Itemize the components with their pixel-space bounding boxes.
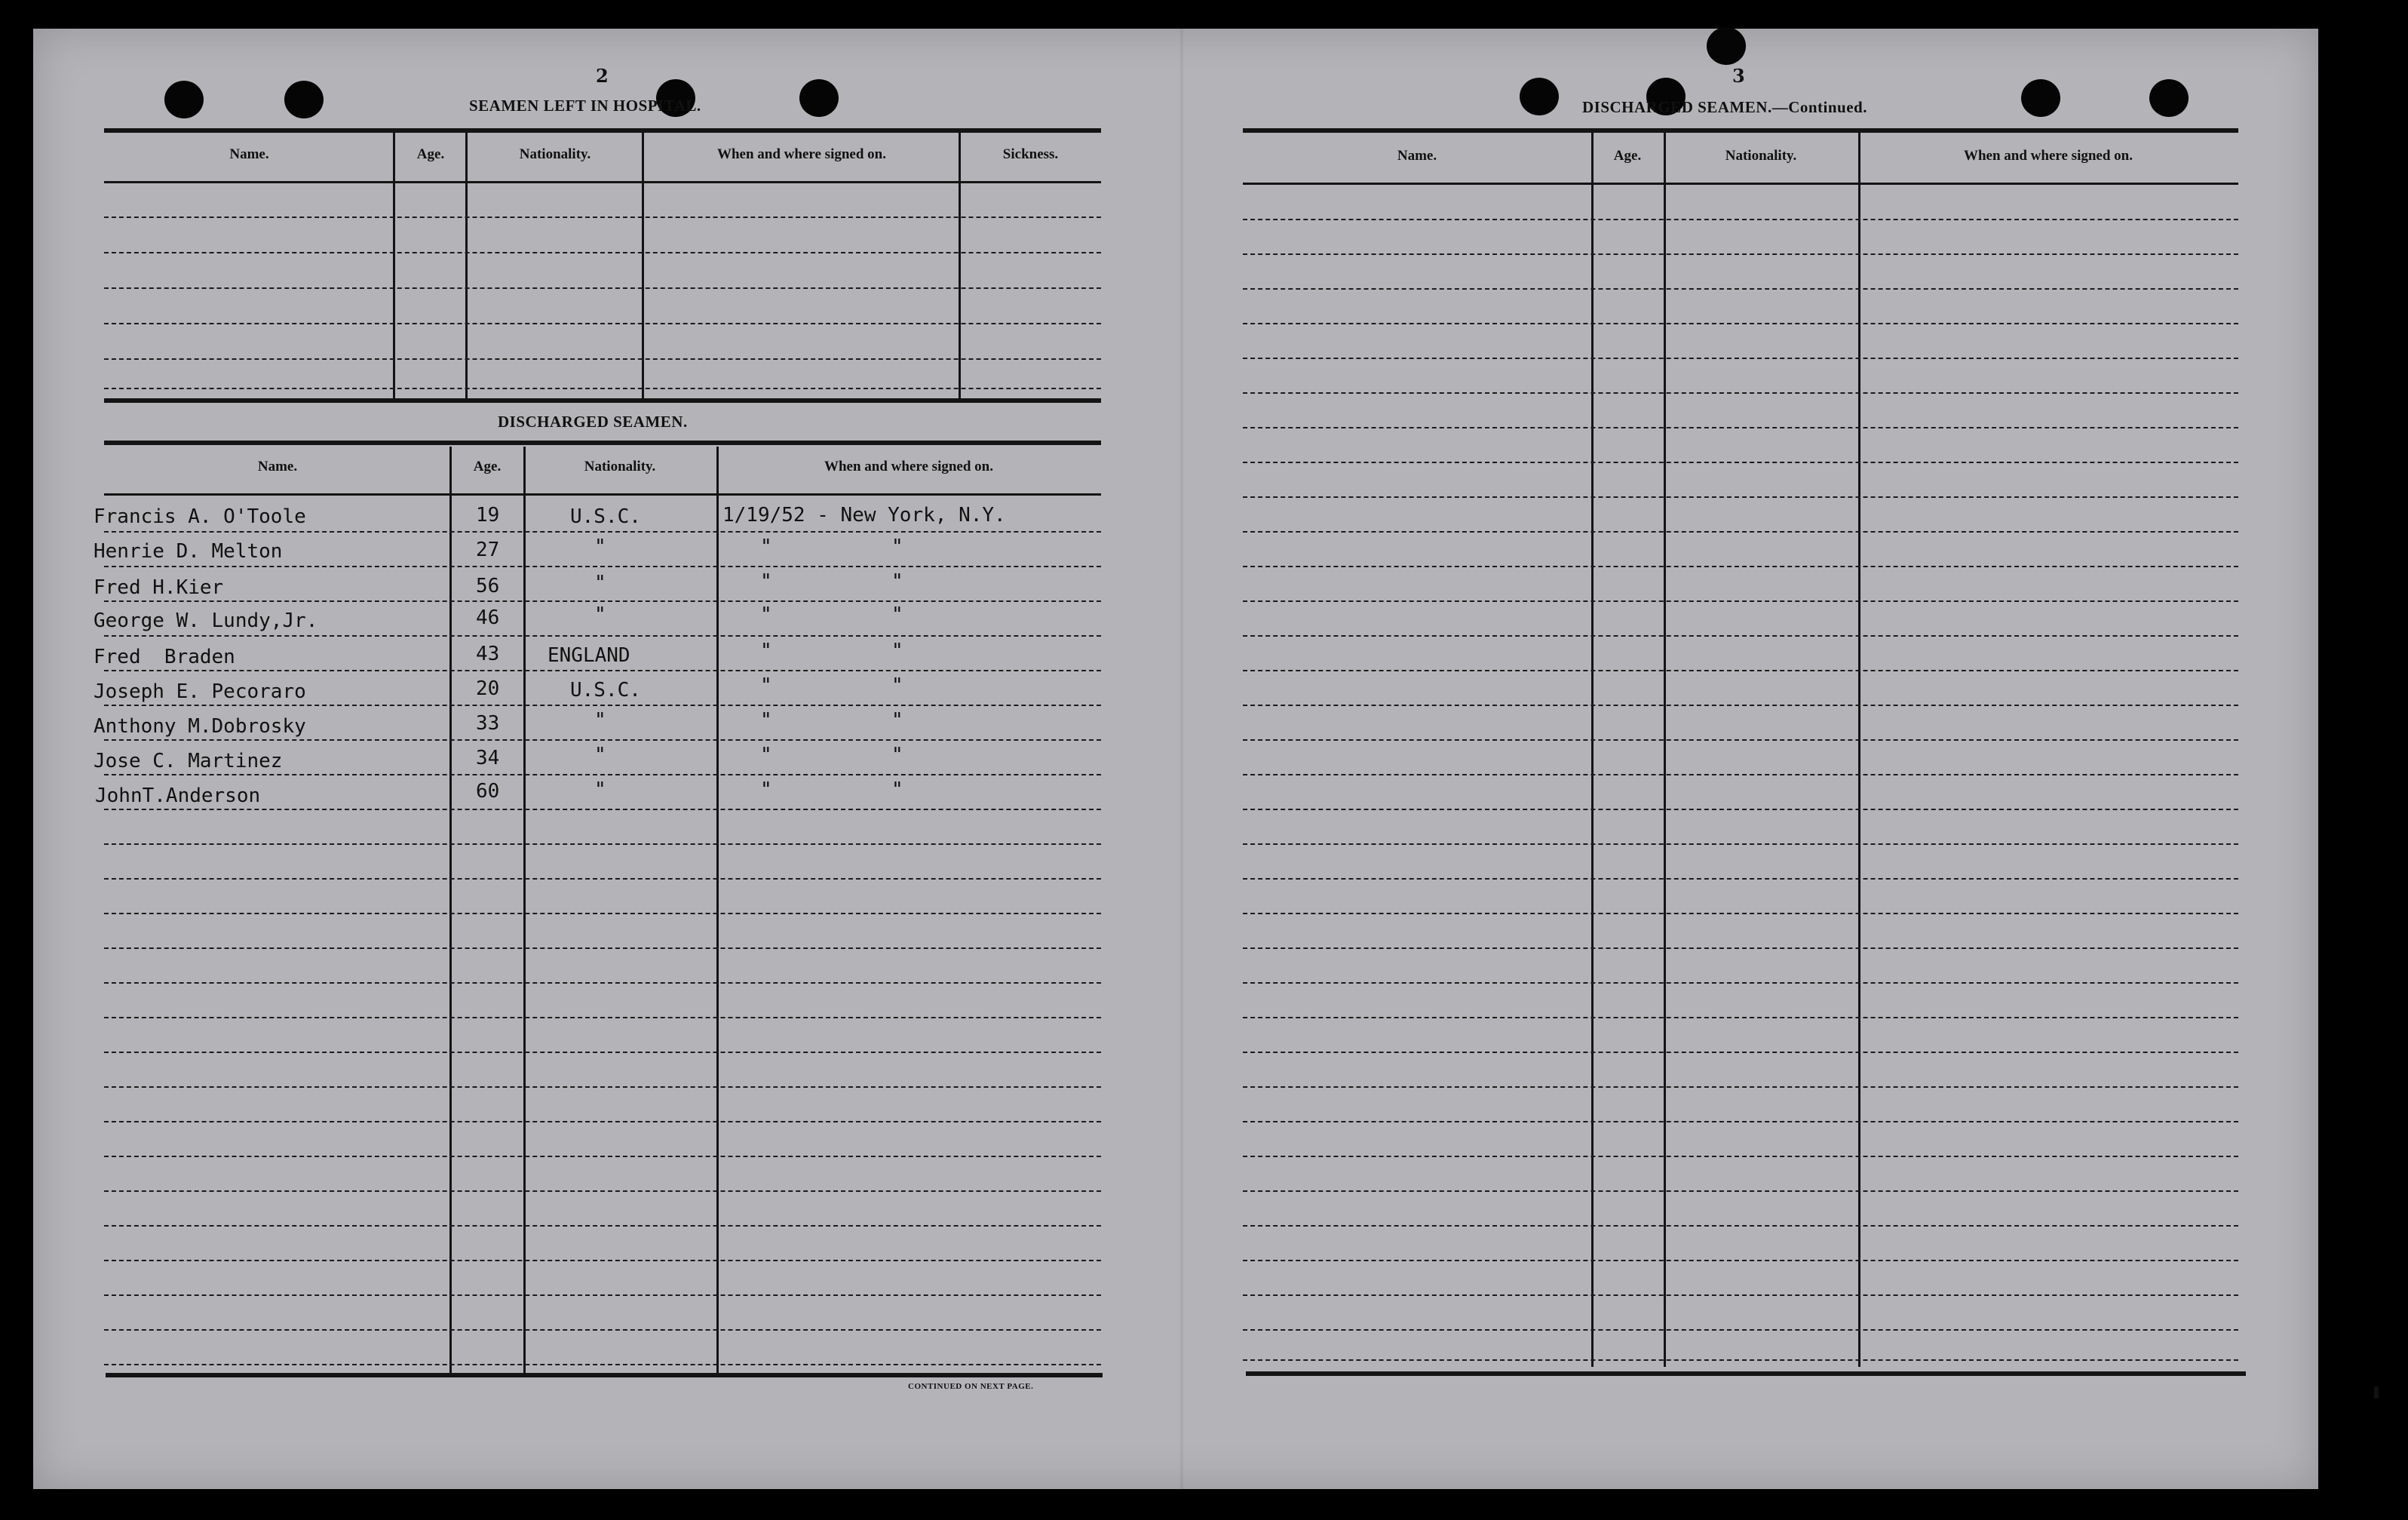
row-rule — [104, 913, 1101, 914]
col-age-header: Age. — [473, 459, 502, 474]
row-rule — [104, 1225, 1101, 1227]
row-rule — [104, 809, 1101, 810]
col-nationality-header: Nationality. — [519, 146, 591, 162]
row-rule — [104, 1086, 1101, 1088]
row-rule — [1243, 947, 2238, 949]
row-rule — [104, 1364, 1101, 1365]
punch-hole — [164, 81, 204, 118]
row-rule — [104, 982, 1101, 984]
seaman-name: JohnT.Anderson — [95, 785, 261, 807]
discharged-section-title: DISCHARGED SEAMEN. — [498, 413, 688, 431]
rule — [104, 493, 1101, 496]
signed-on-date-place: 1/19/52 - New York, N.Y. — [722, 504, 1006, 527]
rule — [106, 1373, 1103, 1377]
signed-on-place: " — [891, 778, 903, 801]
page-fold-crease — [1180, 29, 1183, 1489]
row-rule — [1243, 1052, 2238, 1053]
seaman-age: 56 — [476, 575, 500, 597]
column-divider — [393, 133, 395, 401]
rule — [104, 398, 1101, 403]
row-rule — [104, 878, 1101, 880]
signed-on-place: " — [891, 674, 903, 697]
row-rule — [1243, 878, 2238, 880]
seaman-nationality: " — [594, 572, 606, 594]
row-rule — [104, 216, 1101, 218]
signed-on-place: " — [891, 640, 903, 662]
signed-on-date: " — [760, 603, 772, 626]
rule — [104, 181, 1101, 183]
row-rule — [1243, 1017, 2238, 1018]
rule — [1246, 1371, 2246, 1376]
row-rule — [1243, 809, 2238, 810]
punch-hole — [284, 81, 324, 118]
column-divider — [465, 133, 468, 401]
seaman-nationality: U.S.C. — [570, 505, 641, 528]
row-rule — [104, 358, 1101, 360]
col-age-header: Age. — [1613, 148, 1642, 164]
row-rule — [1243, 600, 2238, 602]
row-rule — [1243, 427, 2238, 428]
col-age-header: Age. — [416, 146, 445, 162]
row-rule — [1243, 392, 2238, 394]
col-name-header: Name. — [1397, 148, 1437, 164]
row-rule — [104, 670, 1101, 671]
scan-speck — [2374, 1386, 2379, 1399]
column-divider — [1591, 133, 1594, 1367]
punch-hole — [1707, 27, 1746, 65]
seaman-nationality: " — [594, 709, 606, 732]
row-rule — [1243, 1156, 2238, 1157]
seaman-age: 34 — [476, 747, 500, 769]
row-rule — [1243, 1359, 2238, 1361]
seaman-name: Jose C. Martinez — [94, 750, 283, 772]
page-number-right: 3 — [1732, 65, 1745, 87]
seaman-nationality: ENGLAND — [548, 644, 630, 667]
col-name-header: Name. — [229, 146, 269, 162]
scanned-document-sheet — [33, 29, 2318, 1489]
column-divider — [1858, 133, 1860, 1367]
row-rule — [1243, 913, 2238, 914]
seaman-name: Henrie D. Melton — [94, 540, 283, 563]
row-rule — [1243, 635, 2238, 637]
row-rule — [104, 947, 1101, 949]
row-rule — [1243, 253, 2238, 255]
signed-on-date: " — [760, 570, 772, 593]
signed-on-date: " — [760, 744, 772, 766]
seaman-age: 33 — [476, 712, 500, 735]
rule — [1243, 183, 2238, 185]
seaman-age: 19 — [476, 504, 500, 527]
row-rule — [104, 566, 1101, 567]
row-rule — [1243, 496, 2238, 498]
signed-on-place: " — [891, 570, 903, 593]
row-rule — [104, 323, 1101, 324]
row-rule — [1243, 1086, 2238, 1088]
column-divider — [523, 447, 526, 1373]
punch-hole — [1520, 78, 1559, 115]
row-rule — [104, 1329, 1101, 1331]
rule — [104, 441, 1101, 445]
row-rule — [1243, 739, 2238, 741]
seaman-nationality: " — [594, 536, 606, 558]
column-divider — [642, 133, 644, 401]
column-divider — [716, 447, 719, 1373]
column-divider — [1664, 133, 1666, 1367]
col-nationality-header: Nationality. — [584, 459, 656, 474]
col-name-header: Name. — [257, 459, 298, 474]
seaman-age: 20 — [476, 677, 500, 700]
row-rule — [104, 705, 1101, 706]
row-rule — [104, 1190, 1101, 1192]
row-rule — [104, 739, 1101, 741]
punch-hole — [2149, 79, 2189, 117]
signed-on-place: " — [891, 709, 903, 732]
signed-on-date: " — [760, 778, 772, 801]
column-divider — [449, 447, 452, 1373]
row-rule — [1243, 774, 2238, 775]
row-rule — [104, 635, 1101, 637]
row-rule — [104, 774, 1101, 775]
row-rule — [104, 1121, 1101, 1122]
row-rule — [104, 531, 1101, 533]
col-signed-on-header: When and where signed on. — [716, 146, 886, 162]
row-rule — [104, 1294, 1101, 1296]
row-rule — [1243, 323, 2238, 324]
row-rule — [1243, 531, 2238, 533]
column-divider — [959, 133, 961, 401]
row-rule — [1243, 358, 2238, 359]
row-rule — [1243, 1121, 2238, 1122]
row-rule — [104, 287, 1101, 289]
row-rule — [104, 843, 1101, 845]
row-rule — [104, 388, 1101, 389]
punch-hole — [799, 79, 839, 117]
seaman-name: Anthony M.Dobrosky — [94, 715, 306, 738]
row-rule — [1243, 1260, 2238, 1261]
col-nationality-header: Nationality. — [1725, 148, 1797, 164]
seaman-age: 46 — [476, 606, 500, 629]
row-rule — [1243, 982, 2238, 984]
row-rule — [1243, 705, 2238, 706]
signed-on-place: " — [891, 603, 903, 626]
hospital-section-title: SEAMEN LEFT IN HOSPITAL. — [469, 97, 701, 115]
signed-on-date: " — [760, 640, 772, 662]
seaman-name: Francis A. O'Toole — [94, 505, 306, 528]
rule — [1243, 128, 2238, 133]
punch-hole — [2021, 79, 2060, 117]
row-rule — [104, 1260, 1101, 1261]
page-number-left: 2 — [596, 65, 609, 87]
row-rule — [1243, 1225, 2238, 1227]
row-rule — [104, 1052, 1101, 1053]
row-rule — [1243, 843, 2238, 845]
row-rule — [1243, 219, 2238, 220]
seaman-name: George W. Lundy,Jr. — [94, 610, 318, 632]
row-rule — [1243, 1294, 2238, 1296]
signed-on-date: " — [760, 709, 772, 732]
discharged-continued-title: DISCHARGED SEAMEN.—Continued. — [1582, 98, 1867, 116]
seaman-name: Fred H.Kier — [94, 576, 224, 599]
signed-on-place: " — [891, 536, 903, 558]
continued-footnote: CONTINUED ON NEXT PAGE. — [908, 1382, 1034, 1391]
signed-on-place: " — [891, 744, 903, 766]
seaman-name: Fred Braden — [94, 646, 235, 668]
row-rule — [104, 252, 1101, 253]
seaman-nationality: " — [594, 744, 606, 766]
rule — [104, 128, 1101, 133]
row-rule — [1243, 1190, 2238, 1192]
seaman-nationality: " — [594, 603, 606, 626]
seaman-age: 43 — [476, 643, 500, 665]
col-signed-on-header: When and where signed on. — [824, 459, 993, 474]
row-rule — [104, 600, 1101, 602]
seaman-nationality: " — [594, 778, 606, 801]
signed-on-date: " — [760, 536, 772, 558]
seaman-name: Joseph E. Pecoraro — [94, 680, 306, 703]
col-signed-on-header: When and where signed on. — [1963, 148, 2133, 164]
row-rule — [1243, 566, 2238, 567]
row-rule — [1243, 1329, 2238, 1331]
col-sickness-header: Sickness. — [1002, 146, 1059, 162]
seaman-age: 60 — [476, 780, 500, 803]
signed-on-date: " — [760, 674, 772, 697]
seaman-age: 27 — [476, 539, 500, 561]
row-rule — [104, 1156, 1101, 1157]
row-rule — [1243, 288, 2238, 290]
row-rule — [104, 1017, 1101, 1018]
seaman-nationality: U.S.C. — [570, 679, 641, 702]
row-rule — [1243, 462, 2238, 463]
row-rule — [1243, 670, 2238, 671]
